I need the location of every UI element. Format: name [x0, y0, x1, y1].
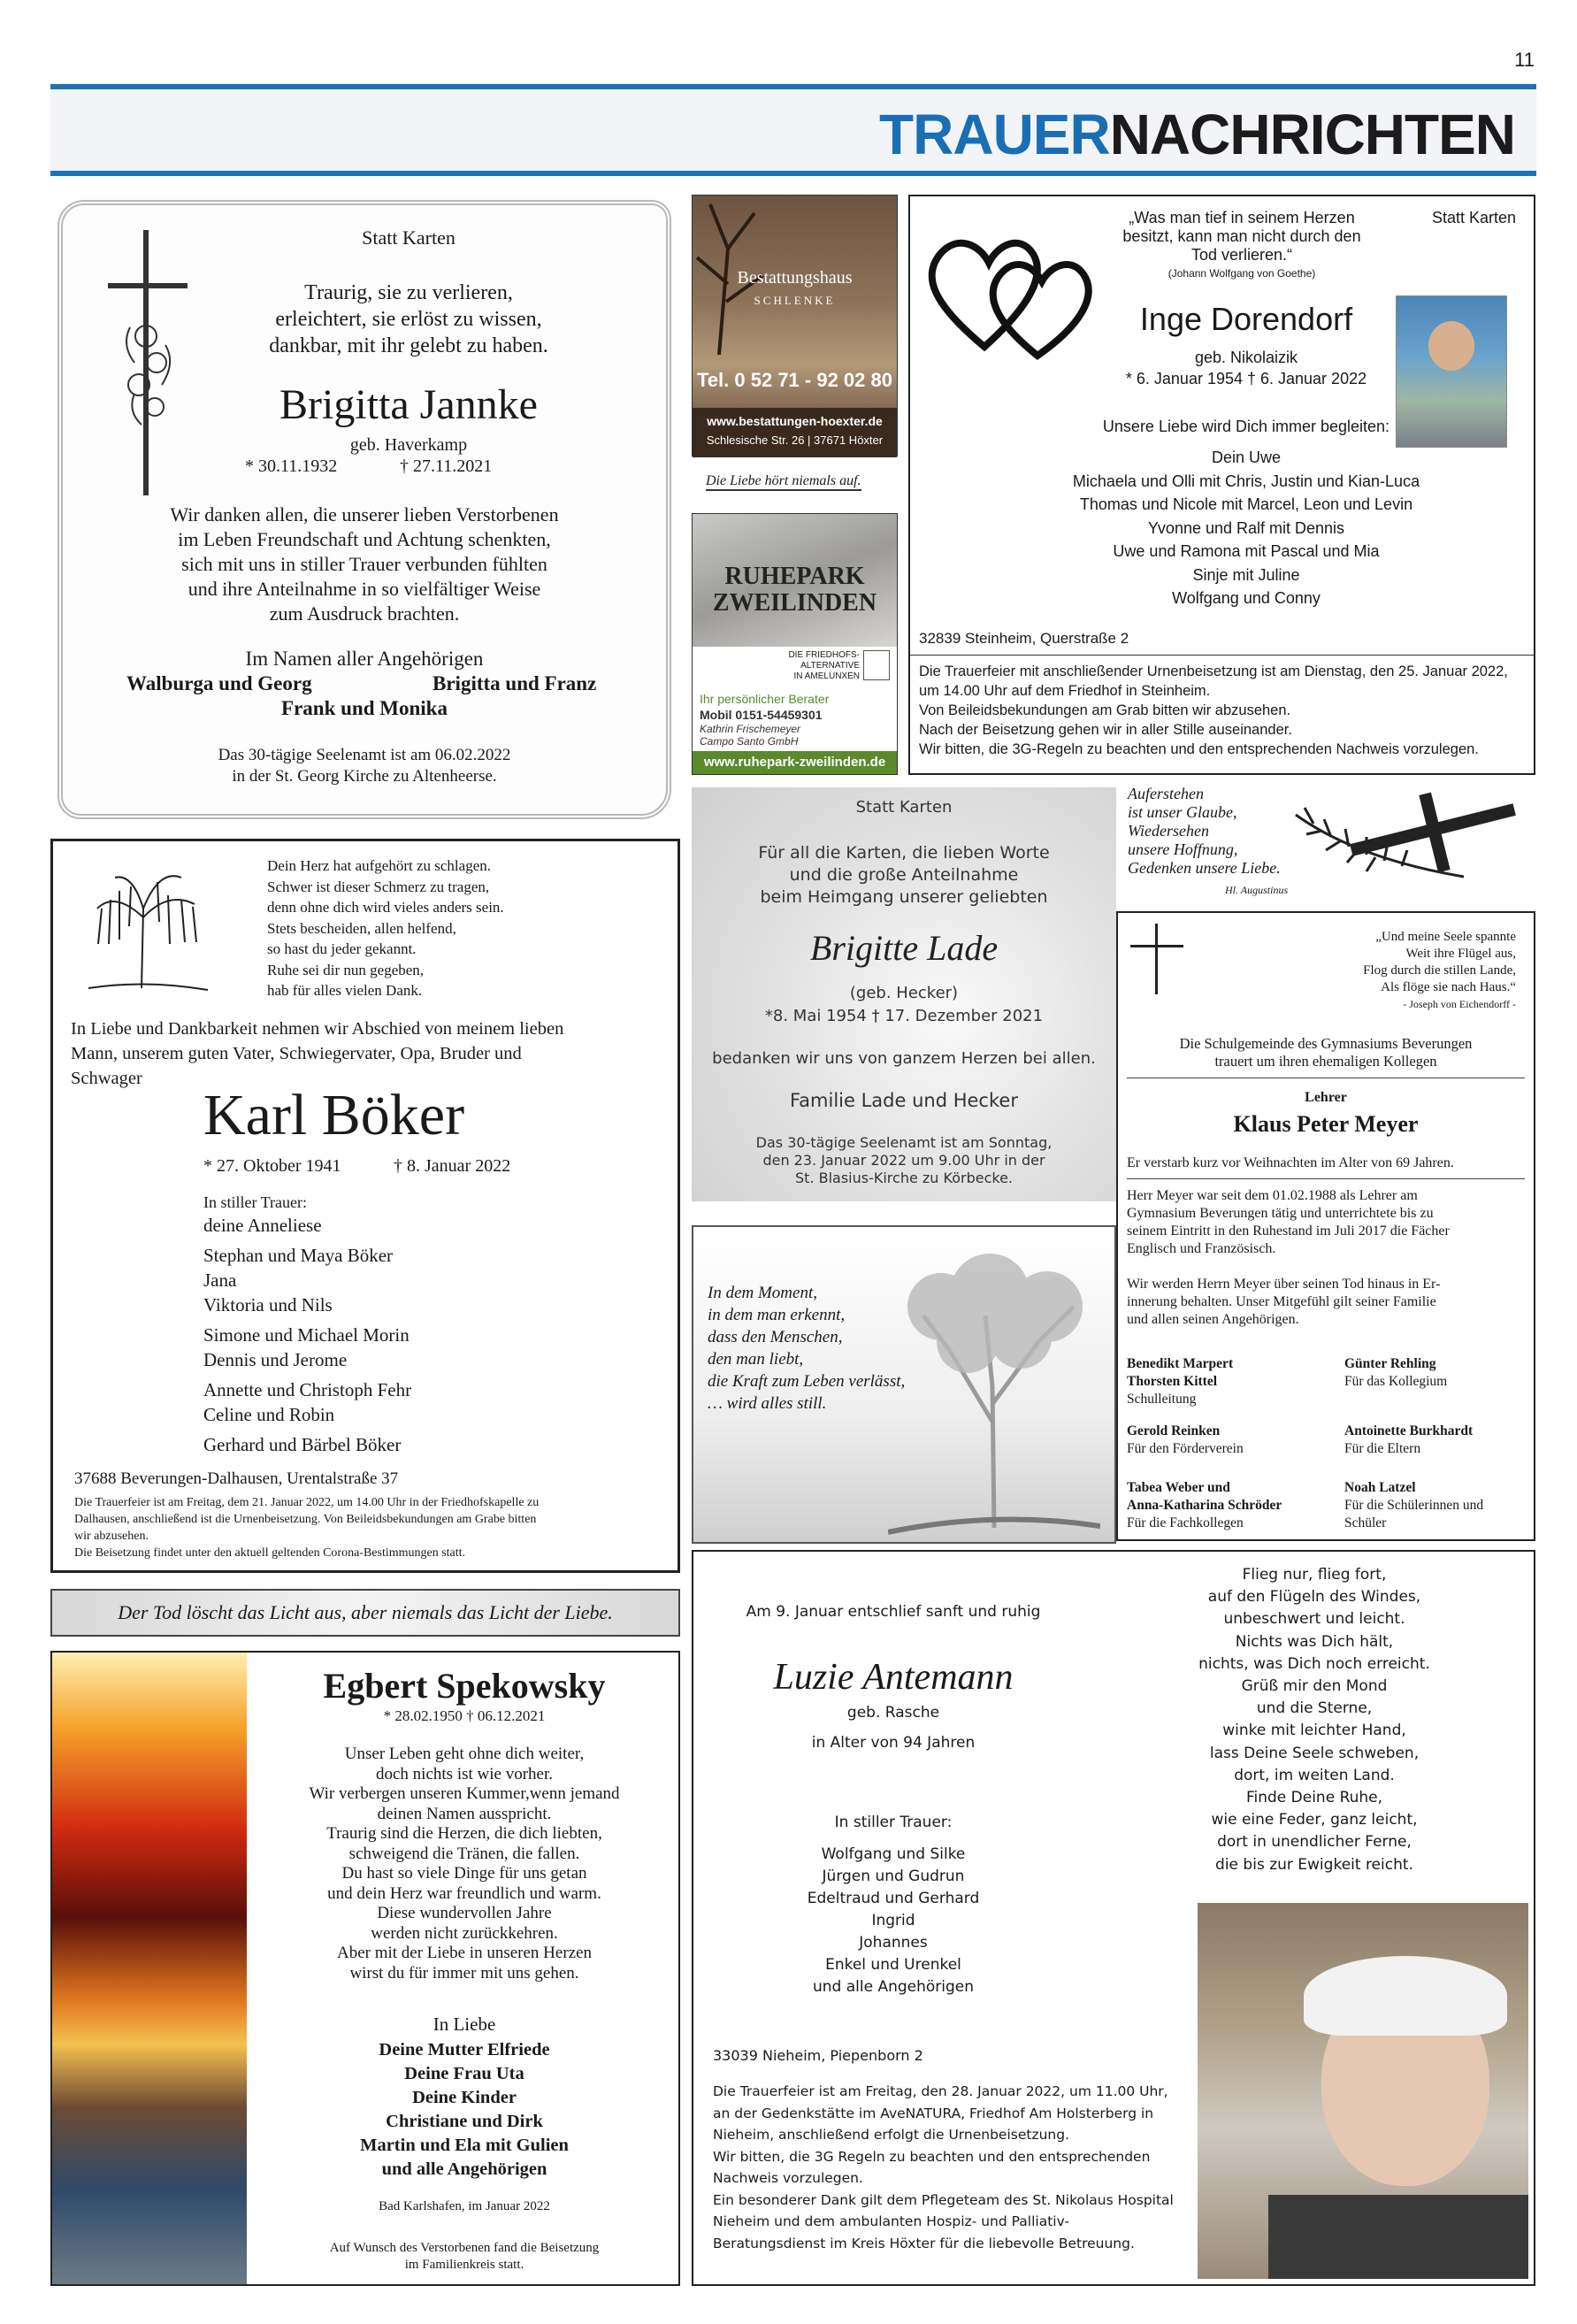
poem-line: winke mit leichter Hand,	[1222, 1722, 1406, 1740]
deceased-name: Brigitta Jannke	[279, 381, 538, 428]
intro-line: Die Schulgemeinde des Gymnasiums Beverungen	[1179, 1035, 1473, 1052]
ad-ruhepark-zweilinden	[692, 513, 898, 775]
verse-line: und dein Herz war freundlich und warm.	[327, 1883, 601, 1903]
signer-role: Für den Förderverein	[1127, 1441, 1244, 1456]
ad-name-line2: ZWEILINDEN	[712, 589, 877, 617]
notice-line: wir abzusehen.	[74, 1530, 149, 1543]
family-line: Ingrid	[871, 1912, 915, 1929]
death-date: † 27.11.2021	[400, 456, 493, 476]
signer-role: Schulleitung	[1127, 1392, 1197, 1407]
family-line: Wolfgang und Conny	[1172, 589, 1321, 607]
notice-line: im Familienkreis statt.	[404, 2258, 524, 2272]
family: Familie Lade und Hecker	[790, 1090, 1018, 1111]
seelenamt-line: in der St. Georg Kirche zu Altenheerse.	[232, 767, 497, 786]
signer-name: Tabea Weber und	[1127, 1480, 1230, 1495]
statt-karten-label: Statt Karten	[362, 226, 455, 249]
quote-line: Tod verlieren.“	[1190, 246, 1293, 264]
intro-line: beim Heimgang unserer geliebten	[760, 887, 1048, 907]
family-right: Brigitta und Franz	[433, 672, 597, 694]
section-title-part2: NACHRICHTEN	[1109, 103, 1515, 166]
family-line: Stephan und Maya Böker	[203, 1245, 394, 1266]
notice-line: Wir bitten, die 3G Regeln zu beachten und den entsprechenden	[713, 2148, 1151, 2165]
signer-name: Noah Latzel	[1344, 1480, 1416, 1495]
signer	[1127, 1423, 1321, 1458]
family-line: Celine und Robin	[203, 1404, 335, 1425]
signer-role: Für das Kollegium	[1344, 1374, 1448, 1389]
ad-tagline-line: ALTERNATIVE	[800, 661, 860, 671]
quote-line: Auferstehen	[1128, 785, 1204, 802]
quote-author: - Joseph von Eichendorff -	[1403, 998, 1516, 1010]
address: 32839 Steinheim, Querstraße 2	[919, 630, 1129, 647]
quote	[1128, 785, 1281, 878]
verse-line: hab für alles vielen Dank.	[267, 982, 423, 999]
tree-icon	[888, 1245, 1100, 1537]
notice-line: Nieheim, anschließend erfolgt die Urnenbeisetzung.	[713, 2127, 1069, 2143]
cross-with-roses-icon	[103, 230, 192, 495]
weeping-willow-icon	[80, 855, 212, 997]
birth-name: geb. Haverkamp	[349, 435, 468, 455]
thanks-text	[103, 502, 625, 626]
deceased-name: Brigitte Lade	[809, 928, 999, 968]
ad-address: Schlesische Str. 26 | 37671 Höxter	[706, 433, 884, 447]
family-intro: Unsere Liebe wird Dich immer begleiten:	[1102, 418, 1390, 435]
divider	[1127, 1178, 1525, 1179]
ad-berater: Ihr persönlicher Berater	[700, 692, 830, 706]
thanks-line: zum Ausdruck brachten.	[269, 602, 460, 625]
paragraph-line: Gymnasium Beverungen tätig und unterrichtete bis zu	[1127, 1206, 1434, 1221]
birth-date: * 27. Oktober 1941	[203, 1156, 341, 1176]
quote-line: ist unser Glaube,	[1128, 803, 1237, 821]
poem-line: Grüß mir den Mond	[1241, 1677, 1388, 1696]
family-line: Johannes	[859, 1934, 928, 1952]
paragraph-line: und allen seinen Angehörigen.	[1127, 1312, 1299, 1327]
notice	[247, 2240, 682, 2274]
divider	[910, 655, 1534, 656]
poem-line: unbeschwert und leicht.	[1223, 1610, 1405, 1629]
quote-augustinus	[1128, 785, 1535, 900]
notice	[919, 662, 1508, 759]
intro	[71, 1016, 665, 1091]
verse-line: doch nichts ist wie vorher.	[376, 1764, 553, 1783]
portrait-face	[1428, 321, 1474, 371]
section-title-part1: TRAUER	[879, 103, 1110, 166]
family-line: und alle Angehörigen	[381, 2159, 547, 2179]
quote-line: Als flöge sie nach Haus.“	[1381, 980, 1516, 994]
notice-line: Wir bitten, die 3G-Regeln zu beachten und den entsprechenden Nachweis vorzulegen.	[919, 741, 1479, 757]
obituary-lade	[692, 787, 1116, 1201]
quote-line: unsere Hoffnung,	[1128, 840, 1238, 858]
im-namen: Im Namen aller Angehörigen	[245, 648, 484, 670]
poem-line: die bis zur Ewigkeit reicht.	[1215, 1855, 1413, 1874]
family-list	[693, 1844, 1093, 1998]
verse-line: Unser Leben geht ohne dich weiter,	[344, 1745, 585, 1763]
verse-line: schweigend die Tränen, die fallen.	[348, 1844, 580, 1863]
quote	[1096, 209, 1388, 283]
verse-line: Du hast so viele Dinge für uns getan	[341, 1864, 587, 1883]
poem-line: dort, im weiten Land.	[1234, 1766, 1395, 1784]
address: 37688 Beverungen-Dalhausen, Urentalstraße 37	[74, 1469, 399, 1488]
trauer-label: In stiller Trauer:	[834, 1814, 953, 1831]
statt-karten-label: Statt Karten	[1431, 209, 1516, 226]
family-line: Deine Mutter Elfriede	[379, 2040, 550, 2059]
poem-line: auf den Flügeln des Windes,	[1207, 1588, 1421, 1607]
signer-role: Für die Fachkollegen	[1127, 1515, 1244, 1530]
verse-line: Wir verbergen unseren Kummer,wenn jemand	[309, 1784, 620, 1803]
thanks-line: sich mit uns in stiller Trauer verbunden fühlten	[181, 553, 547, 575]
signer-name: Anna-Katharina Schröder	[1127, 1498, 1282, 1513]
verse	[708, 1282, 905, 1415]
notice-line: Dalhausen, anschließend ist die Urnenbeisetzung. Von Beileidsbekundungen am Grabe bitten	[74, 1513, 537, 1526]
verse-line: Ruhe sei dir nun gegeben,	[267, 961, 425, 978]
quote-line: Gedenken unsere Liebe.	[1128, 859, 1281, 877]
verse-line: Aber mit der Liebe in unseren Herzen	[336, 1944, 593, 1962]
ad-url[interactable]: www.bestattungen-hoexter.de	[707, 414, 883, 428]
ad-tagline-line: DIE FRIEDHOFS-	[788, 650, 860, 660]
family-center: Frank und Monika	[281, 697, 448, 719]
obituary-boker	[50, 839, 680, 1573]
ad-tagline	[788, 650, 860, 682]
dates: * 6. Januar 1954 † 6. Januar 2022	[1125, 370, 1367, 387]
death-date: † 8. Januar 2022	[394, 1156, 511, 1176]
two-hearts-icon	[922, 223, 1099, 364]
quote-line: „Was man tief in seinem Herzen	[1129, 209, 1355, 226]
quote-banner	[50, 1589, 680, 1637]
verse-line: dankbar, mit ihr gelebt zu haben.	[269, 334, 548, 357]
page-number: 11	[1514, 49, 1535, 71]
notice-line: Nach der Beisetzung gehen wir in aller Stille auseinander.	[919, 722, 1292, 738]
family-line: Jana	[203, 1269, 237, 1291]
signer-name: Benedikt Marpert	[1127, 1356, 1234, 1371]
birth-name: geb. Rasche	[846, 1704, 940, 1722]
died-text: Er verstarb kurz vor Weihnachten im Alter von 69 Jahren.	[1127, 1155, 1454, 1170]
paragraph-line: Englisch und Französisch.	[1127, 1241, 1276, 1256]
in-liebe: In Liebe	[433, 2013, 496, 2035]
notice-line: Beratungsdienst im Kreis Höxter für die liebevolle Betreuung.	[713, 2235, 1135, 2251]
ad-company: Campo Santo GmbH	[700, 735, 799, 748]
seelenamt-line: den 23. Januar 2022 um 9.00 Uhr in der	[762, 1152, 1045, 1169]
notice-line: Die Beisetzung findet unter den aktuell geltenden Corona-Bestimmungen statt.	[74, 1546, 466, 1560]
family-list	[203, 1213, 411, 1457]
family-line: Viktoria und Nils	[203, 1294, 333, 1315]
signer-role: Für die Eltern	[1344, 1441, 1421, 1456]
quote-line: Wiedersehen	[1128, 822, 1209, 840]
signer	[1127, 1479, 1339, 1532]
family-line: Uwe und Ramona mit Pascal und Mia	[1113, 542, 1380, 560]
notice-line: Von Beileidsbekundungen am Grab bitten wir abzusehen.	[919, 702, 1291, 718]
ad-slogan: Die Liebe hört niemals auf.	[706, 473, 861, 491]
section-title	[879, 102, 1515, 167]
ad-mobile: Mobil 0151-54459301	[700, 708, 823, 722]
cross-and-palm-icon	[1287, 788, 1526, 890]
verse-line: werden nicht zurückkehren.	[371, 1923, 558, 1943]
verse-line: denn ohne dich wird vieles anders sein.	[267, 899, 504, 916]
quote-author: (Johann Wolfgang von Goethe)	[1167, 267, 1316, 280]
verse-line: dass den Menschen,	[708, 1328, 843, 1346]
notice	[713, 2081, 1190, 2254]
family-left: Walburga und Georg	[126, 672, 312, 694]
banner-text: Der Tod löscht das Licht aus, aber niemals das Licht der Liebe.	[118, 1601, 613, 1623]
family-line: Thomas und Nicole mit Marcel, Leon und Levin	[1079, 495, 1413, 513]
thanks-line: Wir danken allen, die unserer lieben Verstorbenen	[170, 503, 559, 525]
intro	[692, 842, 1116, 909]
notice-line: an der Gedenkstätte im AveNATURA, Friedhof Am Holsterberg in	[713, 2105, 1154, 2121]
poem-line: und die Sterne,	[1256, 1699, 1373, 1718]
verse-line: deinen Namen ausspricht.	[377, 1804, 552, 1823]
verse-line: so hast du jeder gekannt.	[267, 940, 417, 957]
family-line: Sinje mit Juline	[1192, 565, 1300, 584]
quote-line: Flog durch die stillen Lande,	[1363, 963, 1516, 978]
birth-name: geb. Nikolaizik	[1194, 349, 1298, 366]
quote-author: Hl. Augustinus	[1225, 884, 1289, 896]
signer	[1127, 1355, 1321, 1408]
verse-line: Schwer ist dieser Schmerz zu tragen,	[267, 878, 490, 895]
signer	[1344, 1479, 1504, 1532]
family-line: Simone und Michael Morin	[203, 1324, 410, 1346]
verse-line: die Kraft zum Leben verlässt,	[708, 1372, 906, 1391]
verse	[267, 855, 504, 1001]
verse-line: den man liebt,	[708, 1350, 804, 1369]
birth-date: * 30.11.1932	[245, 456, 338, 476]
section-header	[50, 84, 1536, 176]
verse	[201, 280, 616, 359]
verse-line: Dein Herz hat aufgehört zu schlagen.	[267, 857, 491, 874]
notice	[74, 1494, 667, 1561]
poem-line: nichts, was Dich noch erreicht.	[1198, 1654, 1430, 1673]
ad-bestattungshaus-schlenke	[692, 195, 898, 456]
poem-line: wie eine Feder, ganz leicht,	[1211, 1811, 1418, 1829]
intro-line: und die große Anteilnahme	[789, 865, 1019, 885]
family-line: Annette und Christoph Fehr	[203, 1379, 412, 1400]
poem-line: Flieg nur, flieg fort,	[1242, 1566, 1387, 1584]
obituary-spekowsky	[50, 1651, 680, 2286]
statt-karten-label: Statt Karten	[855, 798, 953, 817]
family-line: Yvonne und Ralf mit Dennis	[1147, 518, 1345, 537]
thanks: bedanken wir uns von ganzem Herzen bei allen.	[712, 1049, 1096, 1068]
verse-line: erleichtert, sie erlöst zu wissen,	[275, 308, 542, 331]
notice-line: Auf Wunsch des Verstorbenen fand die Beisetzung	[329, 2241, 600, 2255]
poem	[1093, 1564, 1535, 1876]
verse-moment	[692, 1225, 1116, 1544]
verse-line: Traurig, sie zu verlieren,	[304, 281, 513, 304]
obituary-dorendorf	[908, 195, 1535, 775]
address: 33039 Nieheim, Piepenborn 2	[713, 2047, 923, 2064]
place-date: Bad Karlshafen, im Januar 2022	[379, 2199, 550, 2213]
verse-line: In dem Moment,	[708, 1284, 817, 1302]
verse-line: in dem man erkennt,	[708, 1306, 846, 1324]
notice-line: Die Trauerfeier ist am Freitag, dem 21. Januar 2022, um 14.00 Uhr in der Friedhofskapelle zu	[74, 1496, 540, 1509]
dates: * 28.02.1950 † 06.12.2021	[383, 1707, 546, 1724]
family-line: und alle Angehörigen	[812, 1978, 975, 1996]
signer-name: Antoinette Burkhardt	[1344, 1423, 1474, 1438]
deceased-name: Luzie Antemann	[773, 1657, 1014, 1698]
obituary-meyer	[1116, 911, 1535, 1541]
seelenamt-line: Das 30-tägige Seelenamt ist am 06.02.2022	[218, 746, 511, 764]
ad-brand	[693, 266, 897, 312]
paragraph-line: Wir werden Herrn Meyer über seinen Tod hinaus in Er-	[1127, 1277, 1441, 1292]
quote-line: besitzt, kann man nicht durch den	[1122, 227, 1361, 245]
family-list	[1025, 446, 1467, 610]
poem-line: Nichts was Dich hält,	[1235, 1632, 1394, 1651]
verse	[247, 1745, 682, 1983]
notice-line: Die Trauerfeier ist am Freitag, den 28. Januar 2022, um 11.00 Uhr,	[713, 2083, 1168, 2099]
role: Lehrer	[1305, 1090, 1347, 1105]
notice-line: Nieheim und dem ambulanten Hospiz- und Palliativ-	[713, 2213, 1069, 2229]
ad-contact	[700, 691, 829, 748]
ad-phone: Tel. 0 52 71 - 92 02 80	[697, 369, 892, 391]
obituary-antemann	[692, 1550, 1535, 2286]
family-line: Christiane und Dirk	[386, 2112, 543, 2131]
ad-tagline-line: IN AMELUNXEN	[793, 671, 860, 681]
poem-line: Finde Deine Ruhe,	[1245, 1789, 1383, 1807]
seelenamt-line: Das 30-tägige Seelenamt ist am Sonntag,	[755, 1134, 1053, 1151]
deceased-name: Egbert Spekowsky	[323, 1666, 606, 1706]
poem-line: dort in unendlicher Ferne,	[1217, 1833, 1412, 1852]
trauer-label: In stiller Trauer:	[203, 1193, 307, 1211]
family-line: Dein Uwe	[1211, 449, 1282, 466]
quote-line: Weit ihre Flügel aus,	[1405, 947, 1516, 961]
family-line: Edeltraud und Gerhard	[807, 1890, 980, 1907]
quote-line: „Und meine Seele spannte	[1375, 930, 1516, 944]
intro-line: trauert um ihren ehemaligen Kollegen	[1214, 1053, 1437, 1070]
family-list	[247, 2038, 682, 2182]
verse-line: wirst du für immer mit uns gehen.	[349, 1963, 579, 1983]
intro: Am 9. Januar entschlief sanft und ruhig	[746, 1603, 1041, 1621]
seelenamt	[692, 1134, 1116, 1187]
family-line: Gerhard und Bärbel Böker	[203, 1434, 402, 1455]
family-line: Deine Kinder	[412, 2088, 517, 2107]
family-line: Wolfgang und Silke	[821, 1845, 966, 1863]
signer-name: Gerold Reinken	[1127, 1423, 1221, 1438]
portrait-photo	[1198, 1903, 1528, 2279]
paragraph	[1127, 1187, 1527, 1258]
dates: *8. Mai 1954 † 17. Dezember 2021	[764, 1007, 1044, 1025]
seelenamt-line: St. Blasius-Kirche zu Körbecke.	[795, 1170, 1013, 1186]
paragraph-line: innerung behalten. Unser Mitgefühl gilt seiner Familie	[1127, 1294, 1436, 1309]
quote	[1286, 929, 1516, 1013]
deceased-name: Inge Dorendorf	[1139, 301, 1353, 337]
family-line: Enkel und Urenkel	[825, 1956, 961, 1974]
family-line: Michaela und Olli mit Chris, Justin und Kian-Luca	[1072, 472, 1420, 490]
portrait-clothing	[1268, 2195, 1528, 2279]
ad-brand-sub: SCHLENKE	[754, 294, 836, 307]
paragraph	[1127, 1276, 1527, 1329]
signer-name: Günter Rehling	[1344, 1356, 1436, 1371]
verse-line: Stets bescheiden, allen helfend,	[267, 919, 456, 937]
verse-line: … wird alles still.	[708, 1394, 827, 1413]
notice-line: um 14.00 Uhr auf dem Friedhof in Steinheim.	[919, 683, 1211, 699]
paragraph-line: Herr Meyer war seit dem 01.02.1988 als Lehrer am	[1127, 1188, 1418, 1203]
intro-line: In Liebe und Dankbarkeit nehmen wir Abschied von meinem lieben	[71, 1019, 564, 1039]
ad-name-line1: RUHEPARK	[724, 563, 865, 590]
notice-line: Ein besonderer Dank gilt dem Pflegeteam des St. Nikolaus Hospital	[713, 2191, 1174, 2208]
thanks-line: und ihre Anteilnahme in so vielfältiger Weise	[188, 578, 541, 600]
verse-line: Traurig sind die Herzen, die dich liebten,	[326, 1824, 602, 1843]
intro	[1118, 1035, 1534, 1070]
age: in Alter von 94 Jahren	[811, 1734, 976, 1752]
family-line: Dennis und Jerome	[203, 1349, 348, 1370]
intro-line: Schwager	[71, 1069, 142, 1088]
paragraph-line: seinem Eintritt in den Ruhestand im Juli 2017 die Fächer	[1127, 1223, 1450, 1239]
ad-brand-title: Bestattungshaus	[737, 268, 853, 288]
seelenamt	[103, 745, 625, 787]
portrait-hair	[1304, 1956, 1507, 2036]
ad-person: Kathrin Frischemeyer	[700, 723, 801, 735]
chapel-icon	[863, 650, 890, 680]
ad-footer	[693, 408, 897, 457]
obituary-jannke	[50, 195, 678, 823]
signer	[1344, 1355, 1530, 1391]
verse-line: Diese wundervollen Jahre	[377, 1904, 552, 1922]
sunset-beach-image	[52, 1653, 247, 2284]
thanks-line: im Leben Freundschaft und Achtung schenkten,	[178, 528, 551, 550]
signer-role: Für die Schülerinnen und Schüler	[1344, 1498, 1484, 1530]
birth-name: (geb. Hecker)	[849, 984, 959, 1002]
family-line: deine Anneliese	[203, 1215, 322, 1236]
family-line: Martin und Ela mit Gulien	[360, 2136, 569, 2155]
cross-icon	[1130, 924, 1183, 994]
ad-name	[693, 564, 897, 617]
ad-url[interactable]: www.ruhepark-zweilinden.de	[693, 751, 897, 774]
family-line: Deine Frau Uta	[404, 2064, 524, 2083]
notice-line: Die Trauerfeier mit anschließender Urnenbeisetzung ist am Dienstag, den 25. Januar 2022,	[919, 663, 1508, 679]
poem-line: lass Deine Seele schweben,	[1209, 1744, 1420, 1762]
deceased-name: Karl Böker	[203, 1083, 465, 1147]
intro-line: Mann, unserem guten Vater, Schwiegervater, Opa, Bruder und	[71, 1044, 522, 1063]
deceased-name: Klaus Peter Meyer	[1233, 1111, 1419, 1137]
notice-line: Nachweis vorzulegen.	[713, 2170, 863, 2186]
signer-name: Thorsten Kittel	[1127, 1374, 1218, 1389]
signer	[1344, 1423, 1530, 1458]
family-line: Jürgen und Gudrun	[822, 1868, 965, 1885]
intro-line: Für all die Karten, die lieben Worte	[758, 843, 1050, 863]
